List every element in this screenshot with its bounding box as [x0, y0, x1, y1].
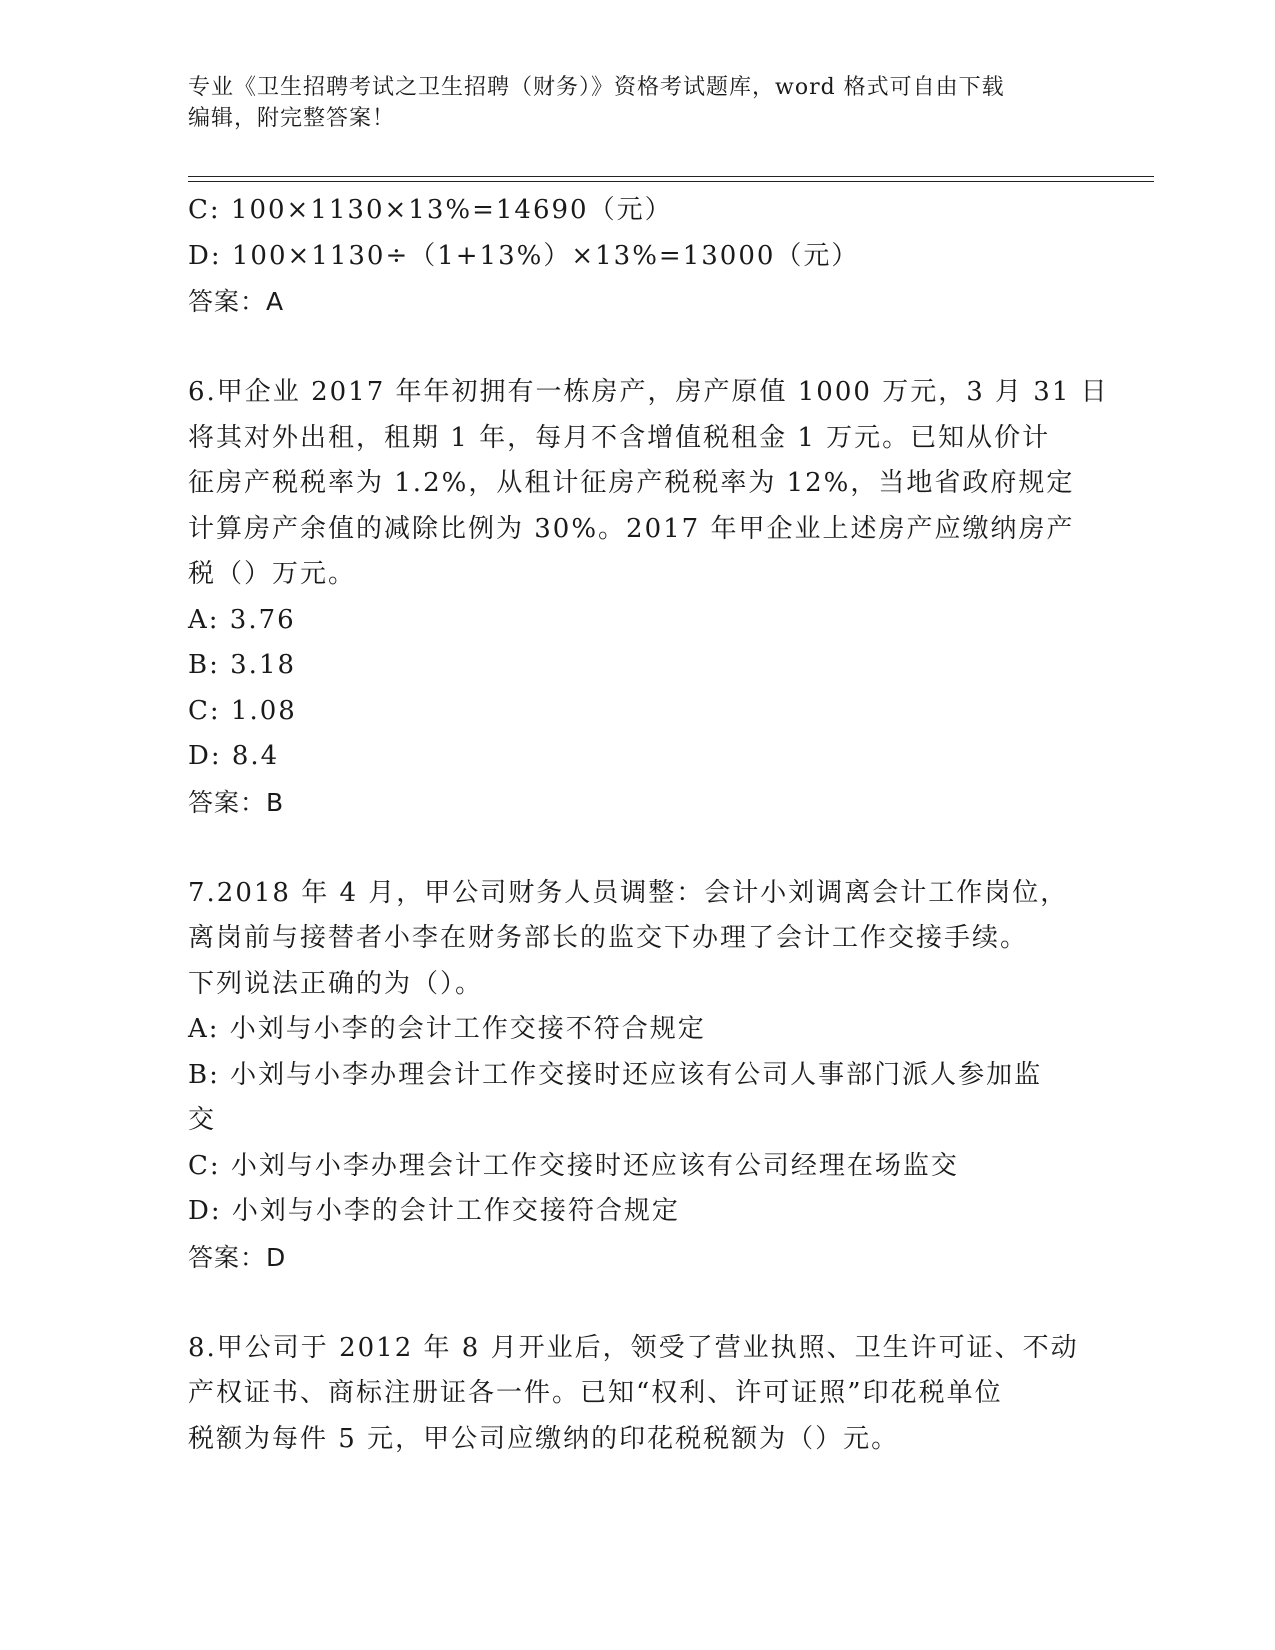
question-stem-line: 8.甲公司于 2012 年 8 月开业后，领受了营业执照、卫生许可证、不动	[188, 1332, 1079, 1363]
question-stem-line: 将其对外出租，租期 1 年，每月不含增值税租金 1 万元。已知从价计	[188, 422, 1051, 453]
spacer	[188, 325, 1088, 371]
question-stem-line: 计算房产余值的减除比例为 30%。2017 年甲企业上述房产应缴纳房产	[188, 513, 1075, 544]
question-8	[188, 1326, 1088, 1463]
spacer	[188, 825, 1088, 871]
header-line-1: 专业《卫生招聘考试之卫生招聘（财务）》资格考试题库，word 格式可自由下载	[188, 75, 1005, 100]
option-c: C: 100×1130×13%=14690（元）	[188, 195, 673, 225]
question-stem-line: 税额为每件 5 元，甲公司应缴纳的印花税税额为（）元。	[188, 1423, 900, 1454]
option-d: D: 小刘与小李的会计工作交接符合规定	[188, 1196, 680, 1226]
header-divider-bottom	[188, 181, 1154, 182]
document-body	[188, 188, 1109, 1462]
question-stem-line: 下列说法正确的为（）。	[188, 968, 484, 999]
option-d: D: 100×1130÷（1+13%）×13%=13000（元）	[188, 240, 860, 271]
answer-line: 答案：D	[188, 1242, 287, 1272]
option-c: C: 1.08	[188, 695, 297, 726]
question-stem-line: 征房产税税率为 1.2%，从租计征房产税税率为 12%，当地省政府规定	[188, 468, 1075, 498]
header-line-2: 编辑，附完整答案！	[188, 106, 396, 131]
option-a: A: 小刘与小李的会计工作交接不符合规定	[188, 1014, 706, 1044]
question-stem-line: 离岗前与接替者小李在财务部长的监交下办理了会计工作交接手续。	[188, 923, 1029, 953]
option-c: C: 小刘与小李办理会计工作交接时还应该有公司经理在场监交	[188, 1150, 959, 1181]
question-5-tail	[188, 188, 1088, 325]
question-stem-line: 税（）万元。	[188, 559, 357, 589]
option-b: B: 3.18	[188, 650, 297, 680]
option-b: B: 小刘与小李办理会计工作交接时还应该有公司人事部门派人参加监	[188, 1059, 1043, 1090]
header-divider-top	[188, 176, 1154, 177]
option-b-continuation: 交	[188, 1105, 217, 1135]
question-stem-line: 6.甲企业 2017 年年初拥有一栋房产，房产原值 1000 万元，3 月 31 日	[188, 377, 1109, 407]
question-stem-line: 7.2018 年 4 月，甲公司财务人员调整：会计小刘调离会计工作岗位，	[188, 877, 1069, 908]
question-7	[188, 871, 1088, 1281]
page-header	[188, 72, 1088, 134]
question-stem-line: 产权证书、商标注册证各一件。已知“权利、许可证照”印花税单位	[188, 1378, 1003, 1408]
question-6	[188, 370, 1109, 825]
answer-line: 答案：A	[188, 287, 285, 316]
option-a: A: 3.76	[188, 604, 296, 635]
option-d: D: 8.4	[188, 741, 280, 771]
spacer	[188, 1280, 1088, 1326]
answer-line: 答案：B	[188, 787, 285, 817]
